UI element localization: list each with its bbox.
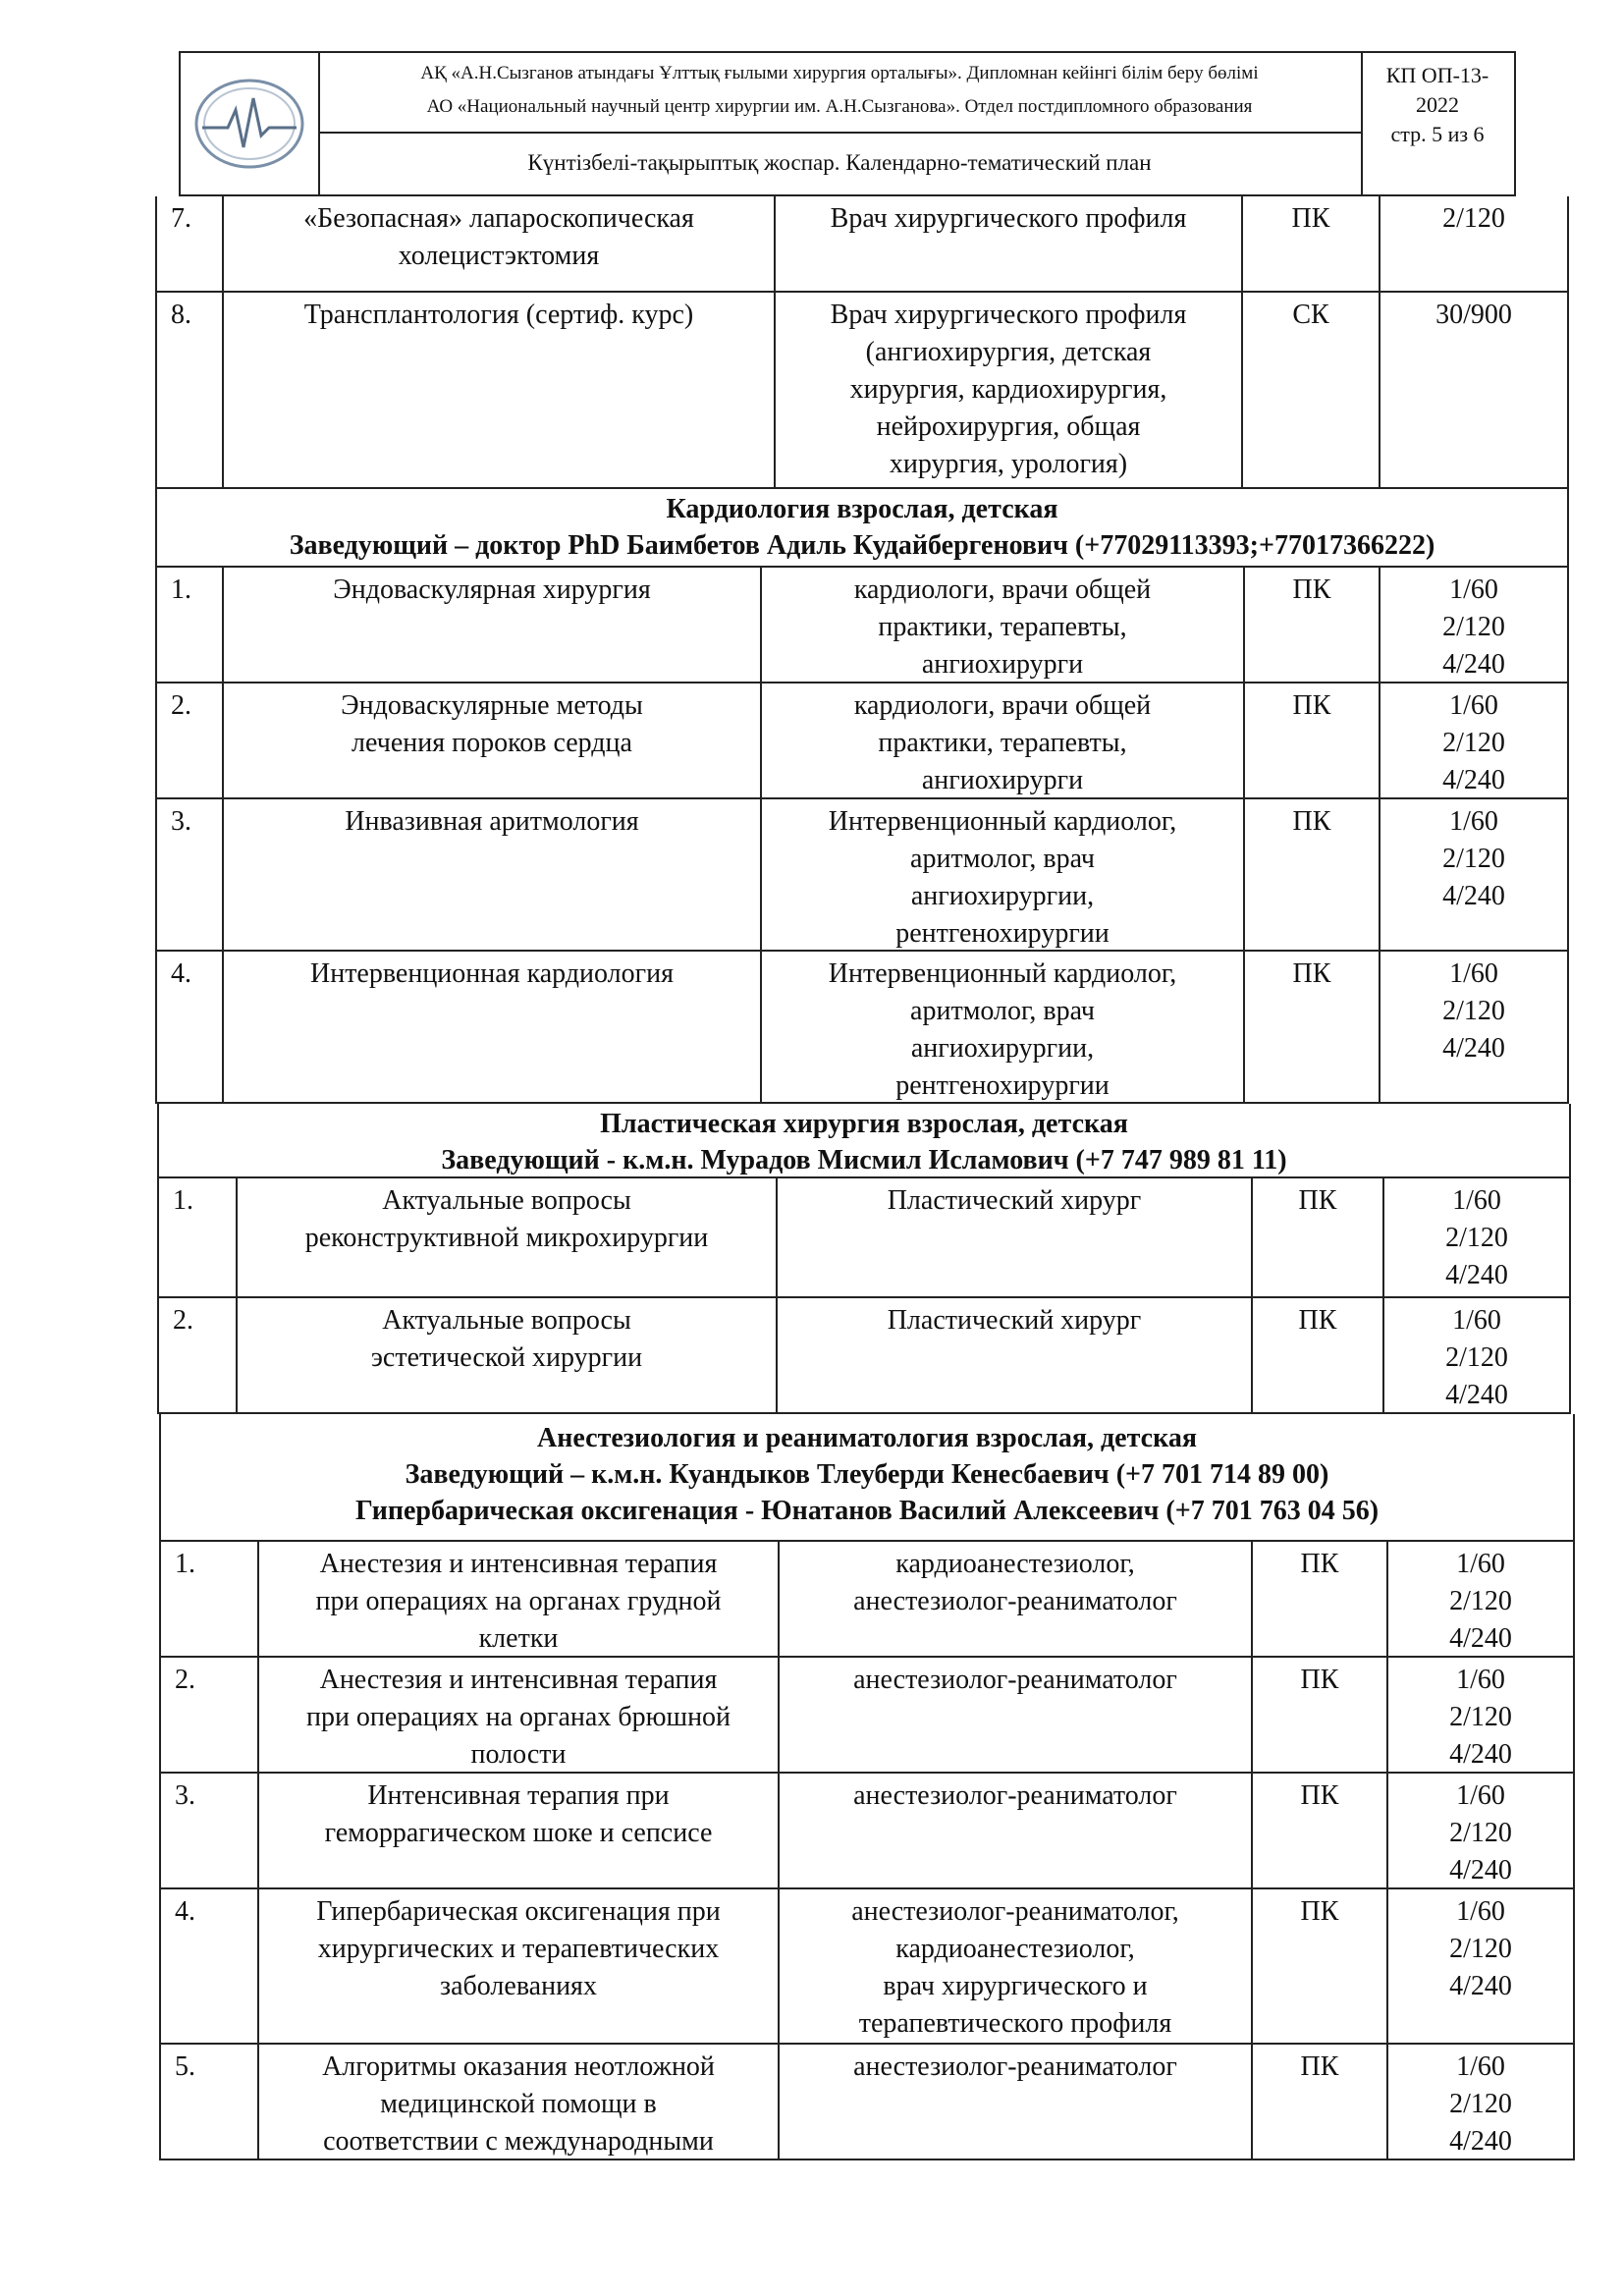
row-number: 3. xyxy=(161,1774,259,1887)
row-number: 3. xyxy=(157,799,224,950)
section-head-of-department: Заведующий – к.м.н. Куандыков Тлеуберди Кенесбаевич (+7 701 714 89 00) xyxy=(405,1459,1329,1490)
section-title: Пластическая хирургия взрослая, детская xyxy=(600,1109,1128,1139)
topic-line: соответствии с международными xyxy=(323,2126,714,2157)
hours-line: 2/120 xyxy=(1449,1586,1512,1616)
audience-line: ангиохирургии, xyxy=(910,881,1095,911)
table-row xyxy=(157,952,1567,1104)
topic-line: эстетической хирургии xyxy=(370,1342,643,1373)
topic-line: Гипербарическая оксигенация при xyxy=(316,1896,721,1927)
topic-line: Анестезия и интенсивная терапия xyxy=(319,1665,718,1695)
course-type: СК xyxy=(1243,293,1380,487)
audience-line: хирургия, кардиохирургия, xyxy=(849,374,1167,405)
topic-line: холецистэктомия xyxy=(398,241,600,271)
audience-line: врач хирургического и xyxy=(883,1971,1148,2001)
course-audience xyxy=(776,196,1243,291)
audience-line: (ангиохирургия, детская xyxy=(865,337,1152,367)
topic-line: Эндоваскулярные методы xyxy=(341,690,643,721)
audience-line: рентгенохирургии xyxy=(895,918,1110,949)
hours-line: 2/120 xyxy=(1442,728,1505,758)
course-topic xyxy=(259,1889,780,2043)
course-type: ПК xyxy=(1243,196,1380,291)
course-audience xyxy=(762,683,1245,797)
course-hours xyxy=(1388,2045,1573,2159)
hours-line: 1/60 xyxy=(1456,1780,1505,1811)
audience-line: Врач хирургического профиля xyxy=(830,203,1187,234)
course-type: ПК xyxy=(1253,1298,1384,1412)
course-type: ПК xyxy=(1253,1542,1388,1656)
topic-line: полости xyxy=(470,1739,567,1770)
course-hours xyxy=(1380,196,1567,291)
hours-line: 2/120 xyxy=(1442,844,1505,874)
table-row xyxy=(157,196,1567,293)
row-number: 1. xyxy=(157,568,224,682)
course-type: ПК xyxy=(1245,952,1380,1102)
topic-line: Актуальные вопросы xyxy=(382,1185,631,1216)
row-number: 1. xyxy=(161,1542,259,1656)
course-audience xyxy=(778,1178,1253,1296)
section-heading-cardiology xyxy=(157,489,1567,568)
course-type: ПК xyxy=(1253,1178,1384,1296)
table-row xyxy=(161,1542,1573,1658)
doc-code xyxy=(1361,53,1514,194)
topic-line: при операциях на органах грудной xyxy=(315,1586,722,1616)
table-row xyxy=(161,1774,1573,1889)
course-hours xyxy=(1384,1298,1569,1412)
header-line-kz: АҚ «А.Н.Сызганов атындағы Ұлттық ғылыми хирургия орталығы». Дипломнан кейінгі білім беру бөлімі xyxy=(420,63,1259,83)
course-hours xyxy=(1380,952,1567,1102)
topic-line: реконструктивной микрохирургии xyxy=(304,1223,709,1253)
hours-line: 4/240 xyxy=(1449,1855,1512,1886)
hours-line: 4/240 xyxy=(1449,1739,1512,1770)
topic-line: Актуальные вопросы xyxy=(382,1305,631,1336)
audience-line: практики, терапевты, xyxy=(878,612,1127,642)
topic-line: клетки xyxy=(478,1623,559,1654)
course-type: ПК xyxy=(1253,2045,1388,2159)
course-audience xyxy=(780,1658,1253,1772)
audience-line: нейрохирургия, общая xyxy=(876,411,1141,442)
hours-line: 2/120 xyxy=(1442,996,1505,1026)
hours-line: 4/240 xyxy=(1449,1623,1512,1654)
audience-line: Врач хирургического профиля xyxy=(830,300,1187,330)
course-audience xyxy=(780,2045,1253,2159)
topic-line: Инвазивная аритмология xyxy=(345,806,639,837)
course-audience xyxy=(762,799,1245,950)
course-topic xyxy=(224,952,762,1102)
audience-line: анестезиолог-реаниматолог, xyxy=(851,1896,1179,1927)
course-hours xyxy=(1380,293,1567,487)
page-number: стр. 5 из 6 xyxy=(1390,122,1485,146)
table-row xyxy=(157,683,1567,799)
table-row xyxy=(161,1889,1573,2045)
row-number: 8. xyxy=(157,293,224,487)
hours-line: 2/120 xyxy=(1442,203,1505,234)
row-number: 2. xyxy=(161,1658,259,1772)
row-number: 4. xyxy=(161,1889,259,2043)
hours-line: 2/120 xyxy=(1445,1342,1508,1373)
hours-line: 1/60 xyxy=(1449,958,1498,989)
row-number: 1. xyxy=(159,1178,238,1296)
audience-line: кардиоанестезиолог, xyxy=(895,1549,1135,1579)
hours-line: 1/60 xyxy=(1452,1185,1501,1216)
table-row xyxy=(159,1298,1569,1414)
audience-line: ангиохирурги xyxy=(921,765,1084,795)
audience-line: терапевтического профиля xyxy=(858,2008,1172,2039)
audience-line: практики, терапевты, xyxy=(878,728,1127,758)
topic-line: при операциях на органах брюшной xyxy=(305,1702,731,1732)
doc-code-year: 2022 xyxy=(1416,92,1459,117)
audience-line: ангиохирурги xyxy=(921,649,1084,680)
hours-line: 4/240 xyxy=(1449,1971,1512,2001)
table-row xyxy=(157,568,1567,683)
section-title: Кардиология взрослая, детская xyxy=(666,494,1058,524)
hours-line: 2/120 xyxy=(1449,2089,1512,2119)
course-hours xyxy=(1380,568,1567,682)
hours-line: 4/240 xyxy=(1445,1260,1508,1290)
hours-line: 4/240 xyxy=(1442,765,1505,795)
table-surgery-continued xyxy=(155,196,1569,489)
section-title: Анестезиология и реаниматология взрослая, детская xyxy=(537,1423,1197,1453)
course-hours xyxy=(1388,1774,1573,1887)
table-row xyxy=(161,2045,1573,2160)
topic-line: геморрагическом шоке и сепсисе xyxy=(324,1818,713,1848)
audience-line: Пластический хирург xyxy=(887,1305,1142,1336)
audience-line: рентгенохирургии xyxy=(895,1070,1110,1101)
audience-line: кардиоанестезиолог, xyxy=(895,1934,1135,1964)
hours-line: 1/60 xyxy=(1449,574,1498,605)
table-cardiology xyxy=(155,489,1569,1104)
section-head-of-department: Заведующий - к.м.н. Мурадов Мисмил Исламович (+7 747 989 81 11) xyxy=(441,1145,1287,1175)
section-heading-anesthesiology xyxy=(161,1414,1573,1540)
doc-code-line: КП ОП-13- xyxy=(1385,63,1489,87)
course-audience xyxy=(780,1889,1253,2043)
row-number: 2. xyxy=(157,683,224,797)
course-audience xyxy=(778,1298,1253,1412)
topic-line: Трансплантология (сертиф. курс) xyxy=(303,300,694,330)
course-topic xyxy=(259,1542,780,1656)
row-number: 7. xyxy=(157,196,224,291)
audience-line: анестезиолог-реаниматолог xyxy=(853,1665,1177,1695)
hours-line: 30/900 xyxy=(1435,300,1512,330)
topic-line: Эндоваскулярная хирургия xyxy=(333,574,651,605)
course-type: ПК xyxy=(1245,799,1380,950)
audience-line: Интервенционный кардиолог, xyxy=(828,958,1177,989)
course-hours xyxy=(1380,683,1567,797)
course-type: ПК xyxy=(1253,1889,1388,2043)
course-topic xyxy=(224,568,762,682)
audience-line: аритмолог, врач xyxy=(910,996,1095,1026)
audience-line: кардиологи, врачи общей xyxy=(853,574,1152,605)
course-hours xyxy=(1388,1889,1573,2043)
hours-line: 1/60 xyxy=(1456,1549,1505,1579)
course-topic xyxy=(238,1178,778,1296)
course-audience xyxy=(780,1774,1253,1887)
audience-line: аритмолог, врач xyxy=(910,844,1095,874)
topic-line: хирургических и терапевтических xyxy=(317,1934,720,1964)
topic-line: заболеваниях xyxy=(440,1971,597,2001)
course-audience xyxy=(776,293,1243,487)
hours-line: 4/240 xyxy=(1442,1033,1505,1064)
hours-line: 1/60 xyxy=(1452,1305,1501,1336)
hours-line: 2/120 xyxy=(1449,1934,1512,1964)
audience-line: ангиохирургии, xyxy=(910,1033,1095,1064)
topic-line: лечения пороков сердца xyxy=(352,728,632,758)
plan-title: Күнтізбелі-тақырыптық жоспар. Календарно-тематический план xyxy=(318,132,1361,194)
course-topic xyxy=(224,293,776,487)
course-topic xyxy=(224,196,776,291)
hours-line: 4/240 xyxy=(1442,881,1505,911)
audience-line: анестезиолог-реаниматолог xyxy=(853,1586,1177,1616)
audience-line: кардиологи, врачи общей xyxy=(853,690,1152,721)
table-row xyxy=(161,1658,1573,1774)
header-line-ru: АО «Национальный научный центр хирургии им. А.Н.Сызганова». Отдел постдипломного образования xyxy=(426,96,1253,117)
course-topic xyxy=(259,1774,780,1887)
hours-line: 1/60 xyxy=(1456,1896,1505,1927)
course-type: ПК xyxy=(1245,568,1380,682)
hours-line: 1/60 xyxy=(1449,690,1498,721)
center-logo xyxy=(181,53,320,194)
course-type: ПК xyxy=(1253,1658,1388,1772)
hours-line: 4/240 xyxy=(1449,2126,1512,2157)
row-number: 2. xyxy=(159,1298,238,1412)
course-audience xyxy=(762,568,1245,682)
hours-line: 1/60 xyxy=(1456,1665,1505,1695)
table-anesthesiology xyxy=(159,1414,1575,2160)
course-audience xyxy=(762,952,1245,1102)
audience-line: Интервенционный кардиолог, xyxy=(828,806,1177,837)
table-row xyxy=(157,799,1567,952)
topic-line: Алгоритмы оказания неотложной xyxy=(322,2051,715,2082)
topic-line: Анестезия и интенсивная терапия xyxy=(319,1549,718,1579)
course-hours xyxy=(1384,1178,1569,1296)
document-header xyxy=(179,51,1516,196)
course-topic xyxy=(259,1658,780,1772)
topic-line: медицинской помощи в xyxy=(380,2089,657,2119)
topic-line: Интервенционная кардиология xyxy=(309,958,674,989)
table-row xyxy=(157,293,1567,489)
course-audience xyxy=(780,1542,1253,1656)
audience-line: хирургия, урология) xyxy=(889,449,1128,479)
topic-line: «Безопасная» лапароскопическая xyxy=(303,203,694,234)
course-hours xyxy=(1388,1658,1573,1772)
hours-line: 2/120 xyxy=(1449,1702,1512,1732)
hours-line: 1/60 xyxy=(1456,2051,1505,2082)
audience-line: анестезиолог-реаниматолог xyxy=(853,2051,1177,2082)
hours-line: 4/240 xyxy=(1445,1380,1508,1410)
section-heading-plastic-surgery xyxy=(159,1104,1569,1178)
course-topic xyxy=(224,683,762,797)
hours-line: 1/60 xyxy=(1449,806,1498,837)
course-topic xyxy=(224,799,762,950)
course-topic xyxy=(259,2045,780,2159)
course-type: ПК xyxy=(1253,1774,1388,1887)
audience-line: Пластический хирург xyxy=(887,1185,1142,1216)
table-plastic-surgery xyxy=(157,1104,1571,1414)
row-number: 4. xyxy=(157,952,224,1102)
row-number: 5. xyxy=(161,2045,259,2159)
section-head-of-department: Заведующий – доктор PhD Баимбетов Адиль Кудайбергенович (+77029113393;+77017366222) xyxy=(289,530,1435,561)
course-hours xyxy=(1388,1542,1573,1656)
course-topic xyxy=(238,1298,778,1412)
hours-line: 2/120 xyxy=(1445,1223,1508,1253)
hours-line: 4/240 xyxy=(1442,649,1505,680)
topic-line: Интенсивная терапия при xyxy=(367,1780,670,1811)
section-hbo-contact: Гипербарическая оксигенация - Юнатанов Василий Алексеевич (+7 701 763 04 56) xyxy=(354,1496,1380,1526)
course-hours xyxy=(1380,799,1567,950)
audience-line: анестезиолог-реаниматолог xyxy=(853,1780,1177,1811)
hours-line: 2/120 xyxy=(1449,1818,1512,1848)
hours-line: 2/120 xyxy=(1442,612,1505,642)
course-type: ПК xyxy=(1245,683,1380,797)
table-row xyxy=(159,1178,1569,1298)
